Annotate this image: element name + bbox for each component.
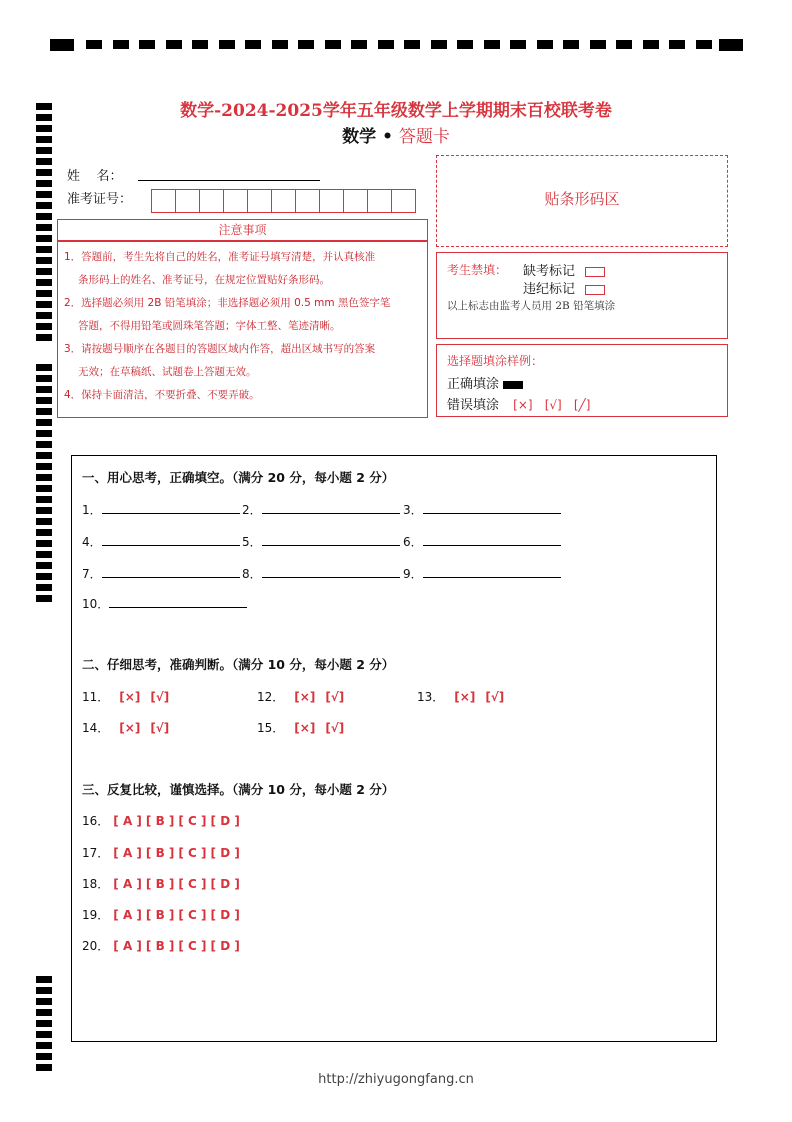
timing-mark — [36, 235, 52, 242]
timing-mark — [36, 323, 52, 330]
forbid-box — [436, 252, 728, 339]
name-label: 姓 名： — [67, 169, 123, 184]
timing-mark — [36, 998, 52, 1005]
timing-mark — [36, 595, 52, 602]
answer-line[interactable] — [423, 535, 561, 546]
timing-mark — [86, 40, 102, 49]
option-a[interactable]: [ A ] — [113, 908, 142, 922]
option-c[interactable]: [ C ] — [178, 814, 207, 828]
absent-label: 缺考标记 — [523, 264, 576, 279]
timing-mark — [36, 213, 52, 220]
violation-checkbox[interactable] — [585, 285, 605, 295]
exam-title: 数学-2024-2025学年五年级数学上学期期末百校联考卷 — [180, 101, 612, 121]
timing-mark — [36, 364, 52, 371]
section-1-title: 一、用心思考，正确填空。（满分 20 分，每小题 2 分） — [82, 470, 395, 485]
option-a[interactable]: [ A ] — [113, 846, 142, 860]
mark-true-option[interactable]: [√] — [150, 721, 170, 735]
fill-item: 3． — [403, 501, 561, 518]
option-b[interactable]: [ B ] — [145, 908, 175, 922]
judge-item: 15． [×] [√] — [257, 721, 345, 735]
timing-mark — [36, 452, 52, 459]
id-digit-box[interactable] — [391, 189, 416, 213]
timing-mark — [36, 169, 52, 176]
timing-mark — [431, 40, 447, 49]
timing-mark — [36, 290, 52, 297]
id-label: 准考证号： — [67, 192, 133, 207]
choice-item: 16． [ A ] [ B ] [ C ] [ D ] — [82, 814, 240, 828]
sample-title-text: 选择题填涂样例： — [447, 354, 544, 368]
timing-mark — [36, 180, 52, 187]
timing-mark — [563, 40, 579, 49]
judge-item: 14． [×] [√] — [82, 721, 170, 735]
mark-true-option[interactable]: [√] — [325, 721, 345, 735]
id-digit-box[interactable] — [247, 189, 272, 213]
timing-mark — [36, 419, 52, 426]
notice-line: 答题，不得用铅笔或圆珠笔答题；字体工整、笔迹清晰。 — [78, 320, 341, 332]
option-d[interactable]: [ D ] — [210, 814, 240, 828]
timing-mark — [36, 540, 52, 547]
barcode-label: 贴条形码区 — [544, 190, 620, 208]
mark-true-option[interactable]: [√] — [325, 690, 345, 704]
notice-box — [57, 241, 428, 418]
mark-false-option[interactable]: [×] — [119, 690, 141, 704]
option-b[interactable]: [ B ] — [145, 814, 175, 828]
card-subtitle — [0, 122, 792, 147]
timing-mark — [36, 474, 52, 481]
timing-mark — [139, 40, 155, 49]
timing-mark — [36, 562, 52, 569]
timing-mark — [351, 40, 367, 49]
filled-mark-icon — [503, 381, 523, 389]
option-a[interactable]: [ A ] — [113, 877, 142, 891]
notice-line: 无效；在草稿纸、试题卷上答题无效。 — [78, 366, 257, 378]
timing-mark — [36, 584, 52, 591]
timing-mark — [36, 147, 52, 154]
mark-false-option[interactable]: [×] — [294, 690, 316, 704]
id-digit-box[interactable] — [319, 189, 344, 213]
section-3-title: 三、反复比较，谨慎选择。（满分 10 分，每小题 2 分） — [82, 782, 395, 797]
sample-correct — [447, 373, 523, 392]
answer-line[interactable] — [423, 567, 561, 578]
timing-mark — [719, 39, 743, 51]
choice-item: 18． [ A ] [ B ] [ C ] [ D ] — [82, 877, 240, 891]
id-digit-box[interactable] — [343, 189, 368, 213]
fill-item: 6． — [403, 533, 561, 550]
timing-mark — [50, 39, 74, 51]
timing-mark — [378, 40, 394, 49]
option-b[interactable]: [ B ] — [145, 846, 175, 860]
fill-item: 7． — [82, 565, 240, 582]
timing-mark — [36, 397, 52, 404]
answer-line[interactable] — [102, 535, 240, 546]
subtitle-dot: • — [382, 127, 393, 147]
notice-line: 1．答题前，考生先将自己的姓名，准考证号填写清楚，并认真核准 — [64, 251, 376, 263]
notice-line: 4．保持卡面清洁，不要折叠、不要弄破。 — [64, 389, 260, 401]
timing-mark — [510, 40, 526, 49]
timing-mark — [36, 1020, 52, 1027]
timing-mark — [36, 224, 52, 231]
option-b[interactable]: [ B ] — [145, 939, 175, 953]
subtitle-subject: 数学 — [342, 127, 377, 147]
id-digit-box[interactable] — [271, 189, 296, 213]
timing-mark — [113, 40, 129, 49]
sample-correct-label: 正确填涂 — [447, 377, 500, 392]
forbid-note: 以上标志由监考人员用 2B 铅笔填涂 — [447, 300, 616, 312]
timing-mark — [36, 485, 52, 492]
timing-mark — [36, 573, 52, 580]
fill-item: 1． — [82, 501, 240, 518]
answer-line[interactable] — [102, 503, 240, 514]
timing-mark — [298, 40, 314, 49]
notice-heading: 注意事项 — [57, 219, 428, 241]
mark-false-option[interactable]: [×] — [454, 690, 476, 704]
footer-url[interactable]: http://zhiyugongfang.cn — [318, 1072, 474, 1087]
answer-line[interactable] — [109, 597, 247, 608]
name-field[interactable] — [138, 180, 320, 181]
notice-line: 2．选择题必须用 2B 铅笔填涂；非选择题必须用 0.5 mm 黑色签字笔 — [64, 297, 391, 309]
option-a[interactable]: [ A ] — [113, 814, 142, 828]
judge-item: 13． [×] [√] — [417, 690, 505, 704]
absent-mark — [523, 260, 605, 279]
timing-mark — [36, 246, 52, 253]
id-digit-box[interactable] — [175, 189, 200, 213]
mark-true-option[interactable]: [√] — [150, 690, 170, 704]
timing-mark — [669, 40, 685, 49]
fill-item: 8． — [242, 565, 400, 582]
timing-mark — [590, 40, 606, 49]
option-b[interactable]: [ B ] — [145, 877, 175, 891]
answer-line[interactable] — [423, 503, 561, 514]
choice-item: 20． [ A ] [ B ] [ C ] [ D ] — [82, 939, 240, 953]
timing-mark — [36, 441, 52, 448]
option-d[interactable]: [ D ] — [210, 939, 240, 953]
sample-wrong-label: 错误填涂 — [447, 398, 500, 413]
timing-mark — [245, 40, 261, 49]
option-c[interactable]: [ C ] — [178, 877, 207, 891]
sample-box — [436, 344, 728, 417]
timing-mark — [36, 518, 52, 525]
answer-line[interactable] — [262, 535, 400, 546]
violation-mark — [523, 278, 605, 297]
timing-mark — [404, 40, 420, 49]
timing-mark — [36, 334, 52, 341]
answer-line[interactable] — [262, 567, 400, 578]
sample-wrong — [447, 394, 590, 413]
timing-mark — [36, 987, 52, 994]
timing-mark — [643, 40, 659, 49]
option-c[interactable]: [ C ] — [178, 846, 207, 860]
timing-mark — [36, 1053, 52, 1060]
timing-mark — [166, 40, 182, 49]
fill-item: 5． — [242, 533, 400, 550]
id-digit-box[interactable] — [223, 189, 248, 213]
timing-mark — [36, 1009, 52, 1016]
option-c[interactable]: [ C ] — [178, 939, 207, 953]
section-2-title: 二、仔细思考，准确判断。（满分 10 分，每小题 2 分） — [82, 657, 395, 672]
answer-line[interactable] — [262, 503, 400, 514]
notice-line: 条形码上的姓名、准考证号，在规定位置贴好条形码。 — [78, 274, 330, 286]
timing-mark — [325, 40, 341, 49]
judge-item: 11． [×] [√] — [82, 690, 170, 704]
timing-mark — [36, 976, 52, 983]
option-d[interactable]: [ D ] — [210, 877, 240, 891]
timing-mark — [36, 202, 52, 209]
timing-mark — [457, 40, 473, 49]
timing-mark — [36, 257, 52, 264]
option-c[interactable]: [ C ] — [178, 908, 207, 922]
absent-checkbox[interactable] — [585, 267, 605, 277]
timing-mark — [36, 191, 52, 198]
timing-mark — [36, 268, 52, 275]
answer-area — [71, 455, 717, 1042]
timing-mark — [36, 1042, 52, 1049]
timing-mark — [36, 496, 52, 503]
timing-mark — [36, 386, 52, 393]
timing-mark — [36, 551, 52, 558]
fill-item: 4． — [82, 533, 240, 550]
choice-item: 17． [ A ] [ B ] [ C ] [ D ] — [82, 846, 240, 860]
option-d[interactable]: [ D ] — [210, 908, 240, 922]
timing-mark — [36, 375, 52, 382]
forbid-label: 考生禁填： — [447, 263, 508, 277]
fill-item: 10． — [82, 595, 247, 612]
timing-mark — [36, 1064, 52, 1071]
choice-item: 19． [ A ] [ B ] [ C ] [ D ] — [82, 908, 240, 922]
timing-mark — [272, 40, 288, 49]
fill-item: 9． — [403, 565, 561, 582]
sample-title — [447, 352, 543, 369]
wrong-mark-slash: [╱] — [573, 398, 591, 412]
option-d[interactable]: [ D ] — [210, 846, 240, 860]
wrong-mark-cross: [×] — [513, 398, 533, 412]
wrong-mark-check: [√] — [544, 398, 562, 412]
timing-mark — [36, 408, 52, 415]
timing-mark — [696, 40, 712, 49]
mark-false-option[interactable]: [×] — [294, 721, 316, 735]
timing-mark — [537, 40, 553, 49]
timing-mark — [36, 301, 52, 308]
timing-mark — [36, 529, 52, 536]
timing-mark — [616, 40, 632, 49]
violation-label: 违纪标记 — [523, 282, 576, 297]
timing-mark — [36, 463, 52, 470]
mark-false-option[interactable]: [×] — [119, 721, 141, 735]
mark-true-option[interactable]: [√] — [485, 690, 505, 704]
subtitle-card: 答题卡 — [398, 127, 450, 147]
timing-mark — [36, 1031, 52, 1038]
judge-item: 12． [×] [√] — [257, 690, 345, 704]
id-digit-box[interactable] — [367, 189, 392, 213]
timing-mark — [484, 40, 500, 49]
option-a[interactable]: [ A ] — [113, 939, 142, 953]
timing-mark — [36, 312, 52, 319]
barcode-area — [436, 155, 728, 247]
id-digit-box[interactable] — [151, 189, 176, 213]
answer-line[interactable] — [102, 567, 240, 578]
id-digit-box[interactable] — [199, 189, 224, 213]
timing-mark — [192, 40, 208, 49]
timing-mark — [36, 507, 52, 514]
fill-item: 2． — [242, 501, 400, 518]
notice-line: 3．请按题号顺序在各题目的答题区域内作答，超出区域书写的答案 — [64, 343, 376, 355]
timing-mark — [36, 430, 52, 437]
id-digit-box[interactable] — [295, 189, 320, 213]
timing-mark — [219, 40, 235, 49]
timing-mark — [36, 158, 52, 165]
timing-mark — [36, 279, 52, 286]
